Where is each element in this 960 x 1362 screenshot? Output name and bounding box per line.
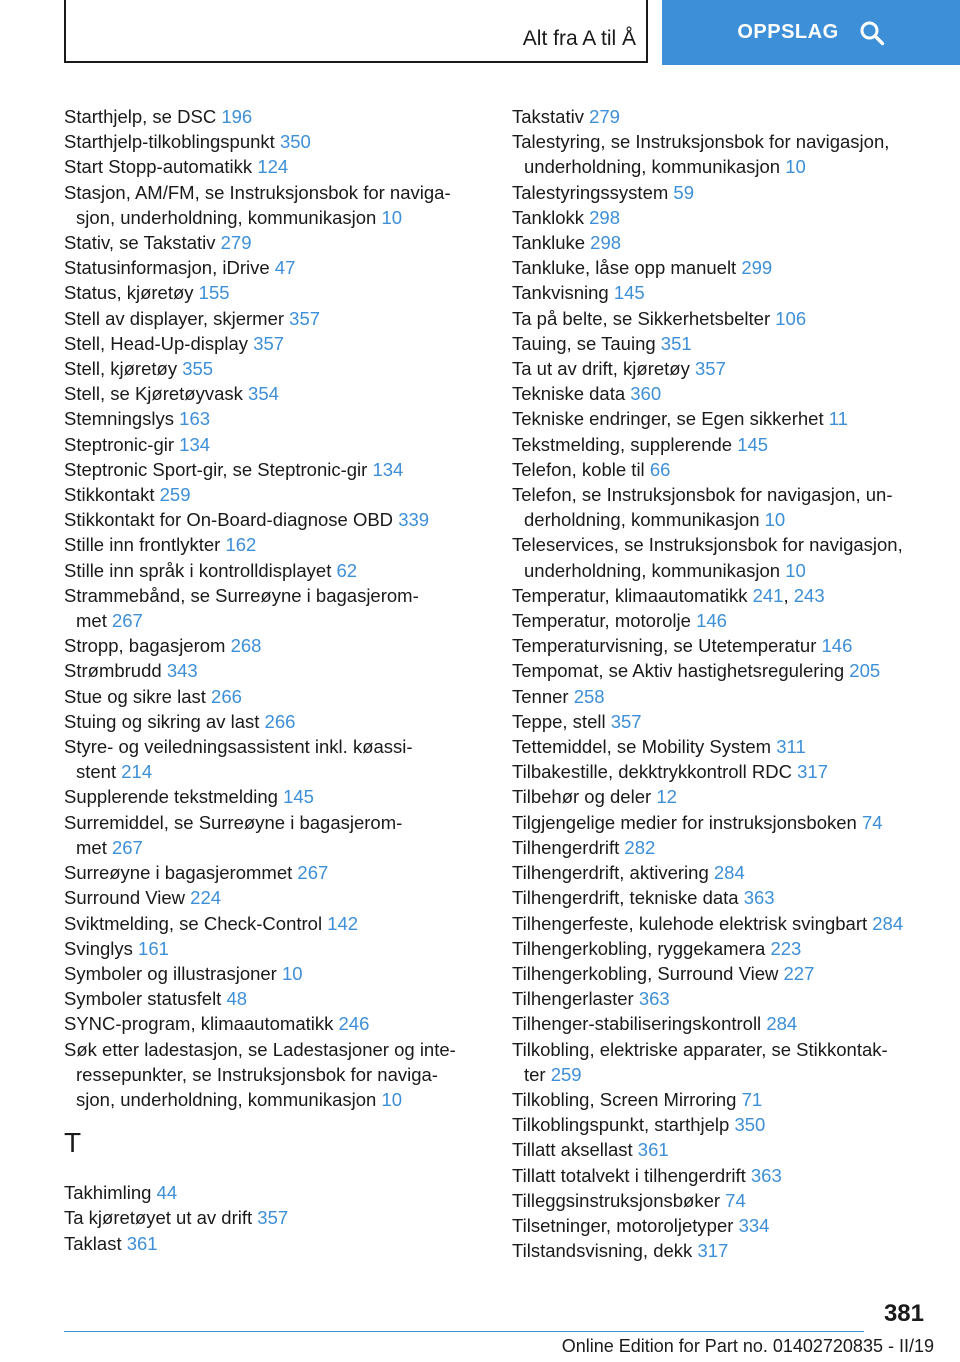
entry-text: met — [76, 610, 107, 632]
entry-text: derholdning, kommunikasjon — [524, 509, 760, 531]
page-link[interactable]: 10 — [785, 156, 806, 178]
entry-text: Tilhengerkobling, ryggekamera — [512, 937, 766, 959]
index-entry — [512, 1188, 932, 1213]
page-link[interactable]: 311 — [776, 736, 806, 758]
page-link[interactable]: 363 — [750, 1164, 782, 1186]
index-entry — [64, 1011, 474, 1036]
entry-text: Tempomat, se Aktiv hastighetsregulering — [512, 660, 845, 682]
page-link[interactable]: 363 — [638, 988, 670, 1010]
page-link[interactable]: 146 — [821, 635, 853, 657]
index-entry — [64, 255, 474, 280]
index-entry — [512, 684, 932, 709]
index-entry — [64, 633, 474, 658]
index-entry — [64, 734, 474, 784]
section-title: Alt fra A til Å — [522, 27, 636, 50]
page-link[interactable]: 259 — [550, 1063, 582, 1085]
entry-text: Stell, Head-Up-display — [64, 332, 249, 354]
index-entry — [64, 583, 474, 633]
page-link[interactable]: 317 — [697, 1240, 729, 1262]
footer-divider — [64, 1331, 864, 1332]
page-link[interactable]: 282 — [624, 836, 656, 858]
page-link[interactable]: 360 — [630, 383, 662, 405]
page-link[interactable]: 241 — [752, 584, 784, 606]
entry-text: Tilbakestille, dekktrykkontroll RDC — [512, 761, 792, 783]
entry-text: Starthjelp-tilkoblingspunkt — [64, 131, 275, 153]
entry-text: Tilsetninger, motoroljetyper — [512, 1214, 734, 1236]
index-entry — [64, 1180, 474, 1205]
index-entry — [512, 734, 932, 759]
page-link[interactable]: 355 — [182, 358, 214, 380]
page-link[interactable]: 354 — [248, 383, 279, 405]
index-entry — [64, 936, 474, 961]
entry-text: Teleservices, se Instruksjonsbok for navigasjon, — [512, 534, 903, 556]
page-link[interactable]: 12 — [656, 786, 677, 808]
entry-text: Tillatt aksellast — [512, 1139, 633, 1161]
entry-text: Surreøyne i bagasjerommet — [64, 862, 293, 884]
entry-text: Stell, kjøretøy — [64, 358, 178, 380]
page-link[interactable]: 361 — [126, 1232, 158, 1254]
index-entry — [64, 658, 474, 683]
entry-text: Starthjelp, se DSC — [64, 106, 217, 127]
page-link[interactable]: 266 — [264, 710, 296, 732]
page-link[interactable]: 267 — [111, 610, 143, 632]
page-link[interactable]: 259 — [159, 484, 191, 506]
index-entry — [512, 482, 932, 532]
page-number: 381 — [883, 1300, 924, 1327]
page-link[interactable]: 146 — [696, 610, 727, 632]
index-entry — [64, 961, 474, 986]
page-link[interactable]: 267 — [111, 836, 143, 858]
index-entry — [512, 255, 932, 280]
entry-text: Tankluke — [512, 232, 586, 254]
index-entry — [512, 835, 932, 860]
index-entry — [512, 1238, 932, 1263]
entry-text: Tillatt totalvekt i tilhengerdrift — [512, 1164, 746, 1186]
entry-text: Ta ut av drift, kjøretøy — [512, 358, 690, 380]
entry-text: Tilhengerdrift, aktivering — [512, 862, 709, 884]
page-link[interactable]: 10 — [764, 509, 786, 531]
entry-text: Ta på belte, se Sikkerhetsbelter — [512, 307, 771, 329]
entry-text: Surremiddel, se Surreøyne i bagasjerom- — [64, 811, 403, 833]
entry-text: Temperatur, motorolje — [512, 610, 691, 632]
index-entry — [512, 230, 932, 255]
entry-text: ter — [524, 1063, 546, 1085]
page-link[interactable]: 66 — [649, 458, 671, 480]
page-link[interactable]: 357 — [695, 358, 726, 380]
index-entry — [64, 482, 474, 507]
index-entry — [512, 961, 932, 986]
page-link[interactable]: 74 — [725, 1189, 746, 1211]
entry-text: Tankluke, låse opp manuelt — [512, 257, 737, 279]
page-link[interactable]: 357 — [253, 332, 285, 354]
entry-text: Stuing og sikring av last — [64, 710, 260, 732]
index-entry — [512, 784, 932, 809]
index-entry — [512, 356, 932, 381]
page-link[interactable]: 298 — [589, 206, 620, 228]
index-entry — [64, 684, 474, 709]
index-entry — [64, 860, 474, 885]
page-link[interactable]: 134 — [179, 433, 211, 455]
index-entry — [512, 1112, 932, 1137]
index-entry — [512, 306, 932, 331]
entry-text: Tauing, se Tauing — [512, 332, 656, 354]
index-entry — [64, 406, 474, 431]
index-entry — [512, 759, 932, 784]
page-link[interactable]: 357 — [610, 710, 642, 732]
index-entry — [64, 457, 474, 482]
page-link[interactable]: 258 — [573, 685, 605, 707]
page-link[interactable]: 267 — [297, 862, 329, 884]
entry-text: underholdning, kommunikasjon — [524, 559, 781, 581]
entry-text: Stativ, se Takstativ — [64, 232, 216, 254]
index-entry — [64, 810, 474, 860]
index-entry — [64, 532, 474, 557]
entry-text: Tenner — [512, 685, 569, 707]
index-entry — [512, 532, 932, 582]
index-column-left — [64, 104, 474, 1256]
index-entry — [64, 558, 474, 583]
index-entry — [512, 709, 932, 734]
entry-text: Steptronic-gir — [64, 433, 175, 455]
page-link[interactable]: 162 — [225, 534, 257, 556]
page-link[interactable]: 246 — [338, 1013, 370, 1035]
entry-text: Tilhengerdrift — [512, 836, 620, 858]
index-entry — [512, 1037, 932, 1087]
index-entry — [64, 1037, 474, 1113]
index-entry — [64, 432, 474, 457]
oppslag-tab[interactable] — [662, 0, 960, 65]
entry-text: sjon, underholdning, kommunikasjon — [76, 1088, 377, 1110]
index-entry — [512, 810, 932, 835]
page-link[interactable]: 351 — [660, 332, 692, 354]
index-entry — [512, 860, 932, 885]
index-entry — [512, 911, 932, 936]
index-entry: Temperatur, klimaautomatikk 241, 243 — [512, 584, 825, 606]
index-entry — [512, 381, 932, 406]
page-link[interactable]: 11 — [828, 408, 848, 430]
page-link[interactable]: 145 — [613, 282, 645, 304]
page-link[interactable]: 284 — [766, 1013, 798, 1035]
page-link[interactable]: 317 — [797, 761, 828, 783]
entry-text: Stikkontakt — [64, 484, 155, 506]
entry-text: Tekniske endringer, se Egen sikkerhet — [512, 408, 824, 430]
entry-text: stent — [76, 761, 117, 783]
index-entry — [512, 1213, 932, 1238]
entry-text: Tilhengerkobling, Surround View — [512, 962, 779, 984]
index-entry — [64, 180, 474, 230]
page-link[interactable]: 10 — [281, 962, 303, 984]
entry-text: Telefon, koble til — [512, 458, 645, 480]
entry-text: Symboler og illustrasjoner — [64, 962, 277, 984]
entry-text: Stue og sikre last — [64, 685, 206, 707]
entry-text: Ta kjøretøyet ut av drift — [64, 1207, 253, 1229]
entry-text: Takhimling — [64, 1182, 152, 1204]
page-link[interactable]: 350 — [279, 131, 311, 153]
entry-text: Tilstandsvisning, dekk — [512, 1240, 693, 1262]
page-link[interactable]: 161 — [138, 937, 169, 959]
page-link[interactable]: 74 — [861, 811, 883, 833]
entry-text: met — [76, 836, 107, 858]
index-entry — [512, 633, 932, 658]
page-link[interactable]: 124 — [257, 156, 289, 178]
page-link[interactable]: 48 — [226, 988, 248, 1010]
entry-text: Tankvisning — [512, 282, 609, 304]
index-entry — [512, 406, 932, 431]
entry-text: Stasjon, AM/FM, se Instruksjonsbok for naviga- — [64, 181, 451, 203]
index-entry — [512, 936, 932, 961]
page-link[interactable]: 268 — [230, 635, 262, 657]
index-entry — [512, 608, 932, 633]
entry-text: SYNC-program, klimaautomatikk — [64, 1013, 334, 1035]
page-link[interactable]: 59 — [673, 181, 694, 203]
index-entry — [512, 457, 932, 482]
page-link[interactable]: 62 — [336, 559, 358, 581]
index-entry — [512, 180, 932, 205]
entry-text: Tilkobling, elektriske apparater, se Stikkontak- — [512, 1038, 888, 1060]
entry-text: Svinglys — [64, 937, 133, 959]
entry-text: Stropp, bagasjerom — [64, 635, 226, 657]
page-link[interactable]: 163 — [179, 408, 211, 430]
entry-text: Telefon, se Instruksjonsbok for navigasjon, un- — [512, 484, 893, 506]
page-link[interactable]: 227 — [783, 962, 815, 984]
entry-text: Symboler statusfelt — [64, 988, 222, 1010]
page-link[interactable]: 361 — [637, 1139, 669, 1161]
entry-text: Talestyringssystem — [512, 181, 669, 203]
entry-text: Temperaturvisning, se Utetemperatur — [512, 635, 817, 657]
index-entry — [512, 1163, 932, 1188]
index-entry — [64, 1231, 474, 1256]
index-entry — [512, 1011, 932, 1036]
page-link[interactable]: 266 — [211, 685, 242, 707]
entry-text: Tekniske data — [512, 383, 626, 405]
page-link[interactable]: 205 — [849, 660, 881, 682]
entry-text: Tanklokk — [512, 206, 584, 228]
index-entry — [64, 306, 474, 331]
index-entry — [64, 154, 474, 179]
index-entry — [64, 230, 474, 255]
entry-text: Surround View — [64, 887, 186, 909]
index-entry — [512, 432, 932, 457]
index-entry — [64, 129, 474, 154]
entry-text: Stille inn frontlykter — [64, 534, 221, 556]
index-entry — [64, 784, 474, 809]
index-entry — [512, 205, 932, 230]
entry-text: Tilkobling, Screen Mirroring — [512, 1088, 737, 1110]
entry-text: Tilkoblingspunkt, starthjelp — [512, 1114, 730, 1136]
entry-text: Tilbehør og deler — [512, 786, 652, 808]
entry-text: Strømbrudd — [64, 660, 162, 682]
page-link[interactable]: 196 — [221, 106, 253, 127]
entry-text: Stille inn språk i kontrolldisplayet — [64, 559, 332, 581]
page-link[interactable]: 224 — [190, 887, 222, 909]
oppslag-label: OPPSLAG — [737, 21, 839, 43]
entry-text: Stell av displayer, skjermer — [64, 307, 285, 329]
page-link[interactable]: 334 — [738, 1214, 770, 1236]
page-link[interactable]: 71 — [741, 1088, 763, 1110]
index-entry — [512, 1087, 932, 1112]
entry-text: Taklast — [64, 1232, 122, 1254]
page-link[interactable]: 142 — [327, 912, 359, 934]
index-entry — [512, 885, 932, 910]
page-link[interactable]: 47 — [274, 257, 296, 279]
page-link[interactable]: 145 — [283, 786, 314, 808]
entry-text: Temperatur, klimaautomatikk — [512, 584, 748, 606]
page-link[interactable]: 44 — [156, 1182, 178, 1204]
entry-text: Tekstmelding, supplerende — [512, 433, 733, 455]
page-link[interactable]: 343 — [166, 660, 198, 682]
page-link[interactable]: 284 — [713, 862, 745, 884]
index-entry — [64, 911, 474, 936]
entry-text: Takstativ — [512, 106, 584, 127]
page-link[interactable]: 155 — [198, 282, 230, 304]
entry-text: Tettemiddel, se Mobility System — [512, 736, 772, 758]
index-entry — [64, 709, 474, 734]
page-link[interactable]: 106 — [775, 307, 807, 329]
index-entry — [64, 507, 474, 532]
index-entry — [512, 129, 932, 179]
search-icon[interactable] — [859, 20, 885, 46]
page-link[interactable]: 357 — [289, 307, 321, 329]
index-entry — [512, 280, 932, 305]
index-entry — [64, 356, 474, 381]
page-link[interactable]: 10 — [381, 1088, 403, 1110]
index-section-letter: T — [64, 1127, 82, 1159]
entry-text: Søk etter ladestasjon, se Ladestasjoner og inte- — [64, 1038, 456, 1060]
entry-text: Talestyring, se Instruksjonsbok for navigasjon, — [512, 131, 890, 153]
entry-text: Tilleggsinstruksjonsbøker — [512, 1189, 721, 1211]
page-link[interactable]: 10 — [381, 206, 403, 228]
entry-text: Stikkontakt for On-Board-diagnose OBD — [64, 509, 394, 531]
entry-text: Tilgjengelige medier for instruksjonsboken — [512, 811, 857, 833]
edition-footer: Online Edition for Part no. 01402720835 - II/19 — [561, 1336, 934, 1356]
index-entry — [64, 104, 474, 129]
page-link[interactable]: 243 — [793, 584, 825, 606]
page-link[interactable]: 350 — [734, 1114, 766, 1136]
index-entry — [512, 658, 932, 683]
page-link[interactable]: 134 — [372, 458, 404, 480]
page-link[interactable]: 279 — [220, 232, 252, 254]
entry-text: Tilhengerlaster — [512, 988, 634, 1010]
page-link[interactable]: 299 — [741, 257, 773, 279]
entry-text: underholdning, kommunikasjon — [524, 156, 781, 178]
entry-text: Stemningslys — [64, 408, 175, 430]
page-link[interactable]: 223 — [770, 937, 802, 959]
entry-text: Supplerende tekstmelding — [64, 786, 278, 808]
page-link[interactable]: 214 — [121, 761, 153, 783]
entry-text: Steptronic Sport-gir, se Steptronic-gir — [64, 458, 368, 480]
entry-text: Sviktmelding, se Check-Control — [64, 912, 323, 934]
index-entry — [64, 381, 474, 406]
entry-text: Tilhengerfeste, kulehode elektrisk svingbart — [512, 912, 868, 934]
entry-text: Styre- og veiledningsassistent inkl. køassi- — [64, 736, 413, 758]
page-link[interactable]: 339 — [398, 509, 430, 531]
page-link[interactable]: 298 — [590, 232, 622, 254]
entry-text: Strammebånd, se Surreøyne i bagasjerom- — [64, 584, 419, 606]
entry-text: Teppe, stell — [512, 710, 606, 732]
entry-text: sjon, underholdning, kommunikasjon — [76, 206, 377, 228]
page-link[interactable]: 363 — [743, 887, 775, 909]
index-entry — [64, 1205, 474, 1230]
page-link[interactable]: 357 — [257, 1207, 289, 1229]
index-entry — [64, 885, 474, 910]
page-link[interactable]: 279 — [589, 106, 620, 127]
entry-text: Stell, se Kjøretøyvask — [64, 383, 243, 405]
index-entry — [512, 331, 932, 356]
index-entry — [64, 280, 474, 305]
index-entry — [512, 1137, 932, 1162]
entry-text: Statusinformasjon, iDrive — [64, 257, 270, 279]
entry-text: Tilhengerdrift, tekniske data — [512, 887, 739, 909]
page-link[interactable]: 145 — [737, 433, 769, 455]
page-link[interactable]: 284 — [872, 912, 904, 934]
entry-text: Tilhenger-stabiliseringskontroll — [512, 1013, 762, 1035]
entry-text: Status, kjøretøy — [64, 282, 194, 304]
page-link[interactable]: 10 — [785, 559, 806, 581]
index-entry — [64, 986, 474, 1011]
header-section-box — [64, 0, 648, 63]
index-column-right — [512, 104, 932, 1263]
entry-text: Start Stopp-automatikk — [64, 156, 253, 178]
index-entry — [512, 986, 932, 1011]
entry-text: ressepunkter, se Instruksjonsbok for naviga- — [76, 1063, 438, 1085]
index-entry — [512, 104, 932, 129]
index-entry — [64, 331, 474, 356]
